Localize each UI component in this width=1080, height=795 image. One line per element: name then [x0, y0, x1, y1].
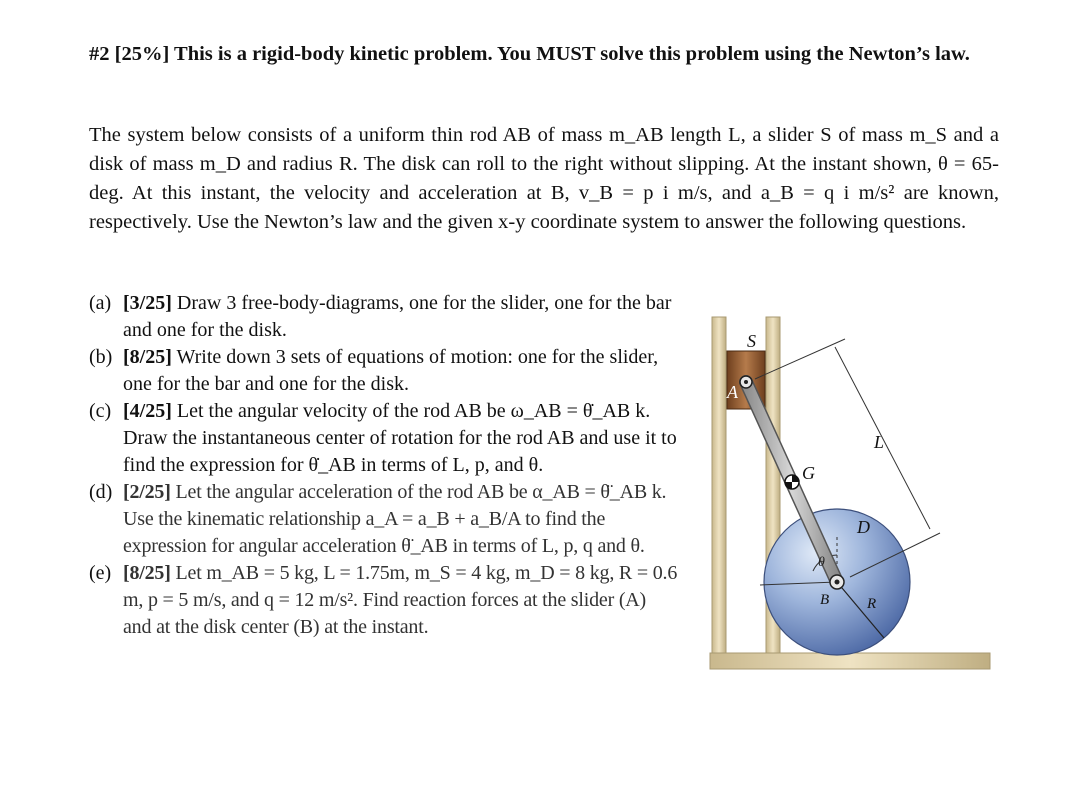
label-disk: D	[857, 517, 870, 537]
problem-title: #2 [25%] This is a rigid-body kinetic problem. You MUST solve this problem using the Newton’s law.	[89, 43, 970, 65]
pin-b-center	[835, 580, 840, 585]
label-length: L	[874, 432, 885, 452]
part-text: Let m_AB = 5 kg, L = 1.75m, m_S = 4 kg, m_D = 8 kg, R = 0.6 m, p = 5 m/s, and q = 12 m/s². Find reaction forces at the slider (A) and at the disk center (B) at the instant.	[123, 562, 678, 638]
left-guide-rail	[712, 317, 726, 653]
part-points: [8/25]	[123, 346, 172, 368]
part-text: Write down 3 sets of equations of motion: one for the slider, one for the bar and one for the disk.	[123, 346, 659, 395]
part-label: (c)	[89, 400, 112, 422]
part-text: Let the angular acceleration of the rod AB be α_AB = θ̈_AB k. Use the kinematic relationship a_A = a_B + a_B/A to find the expression for angular acceleration θ̈_AB in terms of L, p, q and θ.	[123, 481, 667, 557]
label-slider: S	[747, 331, 756, 351]
mechanism-figure	[700, 305, 1000, 675]
label-b: B	[820, 592, 830, 608]
label-radius: R	[867, 596, 877, 612]
part-label: (d)	[89, 481, 113, 503]
part-c	[89, 398, 679, 479]
part-label: (e)	[89, 562, 112, 584]
center-of-mass-icon	[785, 475, 799, 489]
question-parts	[89, 290, 679, 641]
label-theta: θ	[818, 555, 825, 570]
pin-a-center	[744, 380, 748, 384]
part-e	[89, 560, 679, 641]
part-points: [2/25]	[123, 481, 171, 503]
part-text: Let the angular velocity of the rod AB be ω_AB = θ̇_AB k. Draw the instantaneous center of rotation for the rod AB and use it to find the expression for θ̇_AB in terms of L, p, and θ.	[123, 400, 677, 476]
part-points: [8/25]	[123, 562, 171, 584]
part-label: (b)	[89, 346, 113, 368]
ground	[710, 653, 990, 669]
part-b	[89, 344, 679, 398]
part-points: [3/25]	[123, 292, 172, 314]
problem-intro: The system below consists of a uniform thin rod AB of mass m_AB length L, a slider S of mass m_S and a disk of mass m_D and radius R. The disk can roll to the right without slipping. At the instant shown, θ = 65-deg. At this instant, the velocity and acceleration at B, v_B = p i m/s, and a_B = q i m/s² are known, respectively. Use the Newton’s law and the given x-y coordinate system to answer the following questions.	[89, 124, 999, 233]
label-g: G	[802, 463, 815, 483]
part-points: [4/25]	[123, 400, 172, 422]
label-a: A	[727, 382, 738, 402]
part-label: (a)	[89, 292, 112, 314]
part-d	[89, 479, 679, 560]
part-a	[89, 290, 679, 344]
part-text: Draw 3 free-body-diagrams, one for the slider, one for the bar and one for the disk.	[123, 292, 672, 341]
